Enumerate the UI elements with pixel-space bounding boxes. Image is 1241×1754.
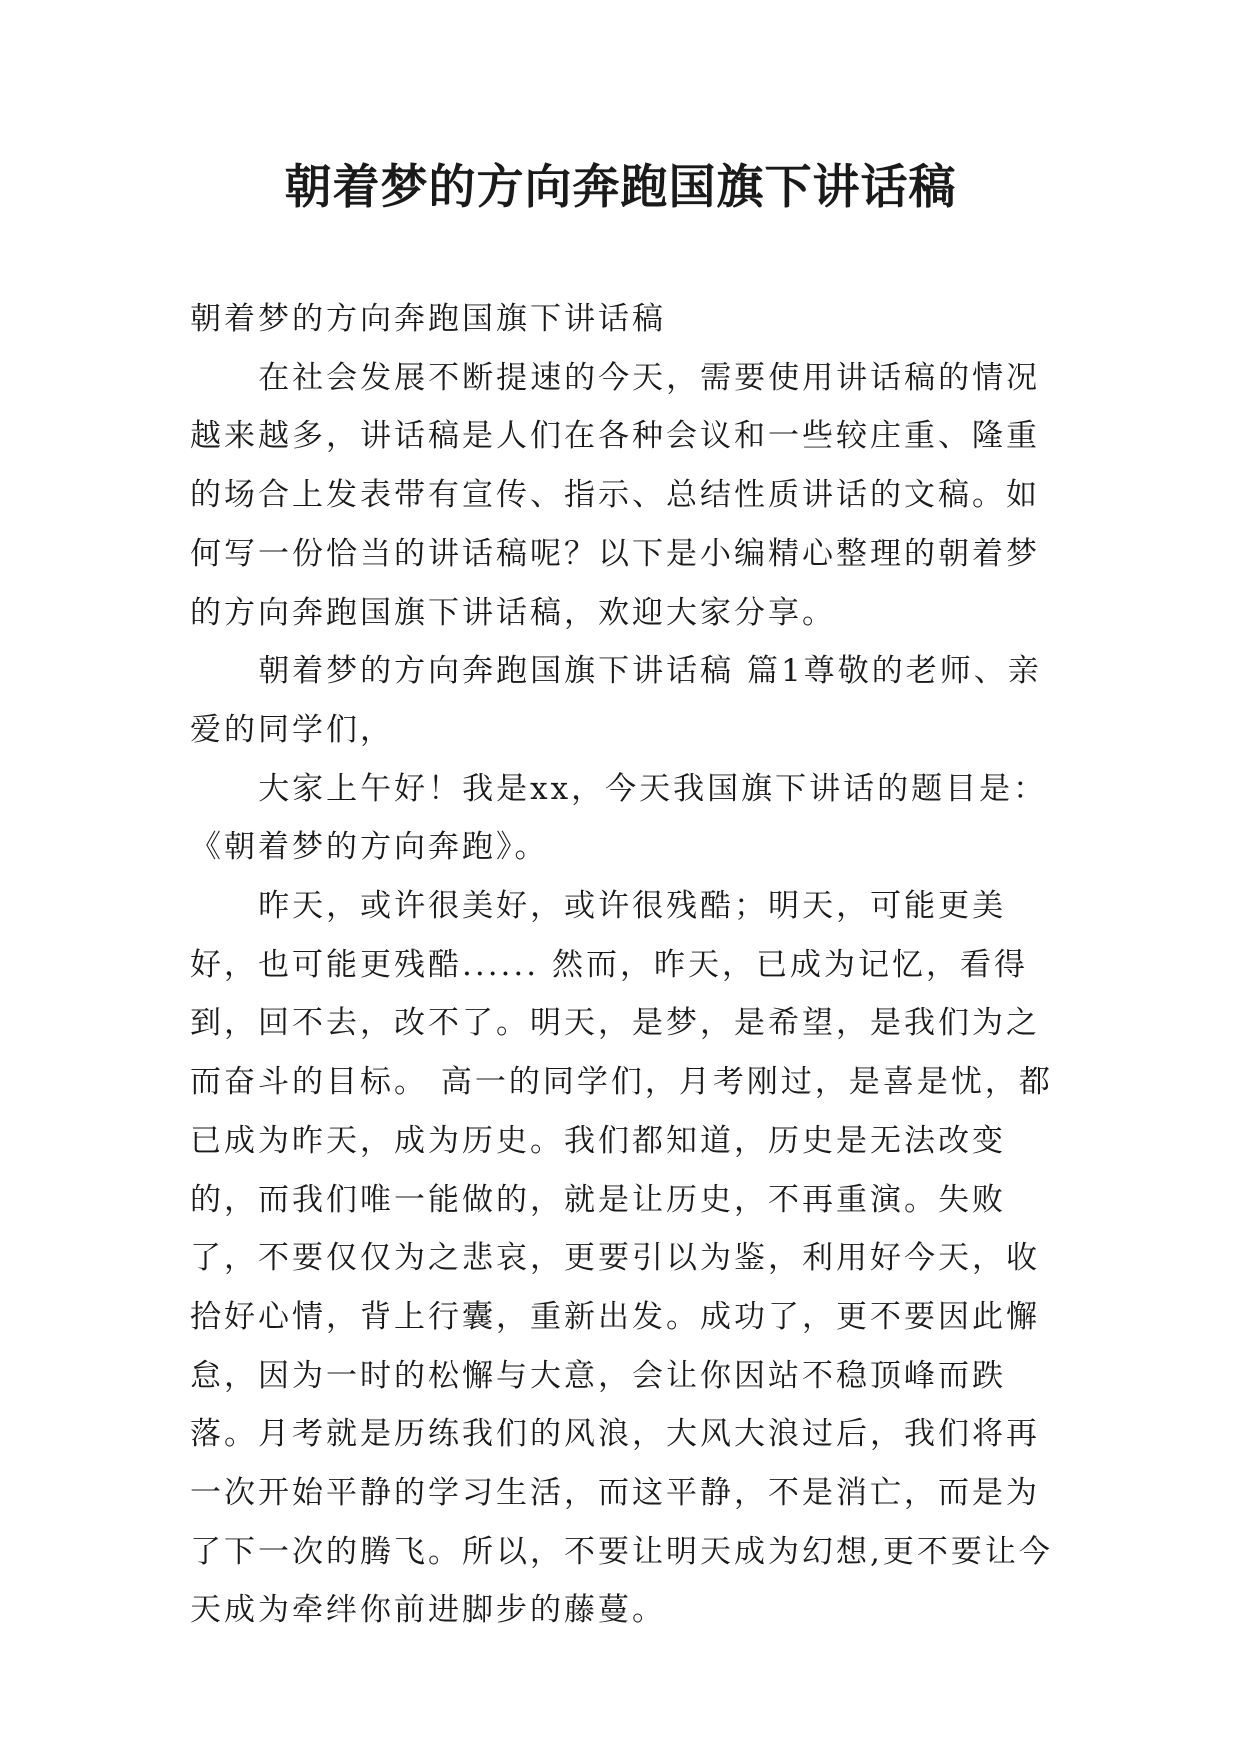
document-title: 朝着梦的方向奔跑国旗下讲话稿 (284, 160, 957, 215)
intro-paragraph: 在社会发展不断提速的今天，需要使用讲话稿的情况越来越多，讲话稿是人们在各种会议和一些较庄重、隆重的场合上发表带有宣传、指示、总结性质讲话的文稿。如何写一份恰当的讲话稿呢？以下是小编精心整理的朝着梦的方向奔跑国旗下讲话稿，欢迎大家分享。 (190, 359, 1041, 631)
topic-paragraph: 大家上午好！我是xx，今天我国旗下讲话的题目是：《朝着梦的方向奔跑》。 (190, 770, 1048, 866)
greeting-paragraph: 朝着梦的方向奔跑国旗下讲话稿 篇1尊敬的老师、亲爱的同学们， (190, 653, 1042, 748)
body-paragraph: 昨天，或许很美好，或许很残酷；明天，可能更美好，也可能更残酷...... 然而，昨天，已成为记忆，看得到，回不去，改不了。明天，是梦，是希望，是我们为之而奋斗的目标。 高一的同学们，月考刚过，是喜是忧，都已成为昨天，成为历史。我们都知道，历史是无法改变的，而我们唯一能做的，就是让历史，不再重演。失败了，不要仅仅为之悲哀，更要引以为鉴，利用好今天，收拾好心情，背上行囊，重新出发。成功了，更不要因此懈怠，因为一时的松懈与大意，会让你因站不稳顶峰而跌落。月考就是历练我们的风浪，大风大浪过后，我们将再一次开始平静的学习生活，而这平静，不是消亡，而是为了下一次的腾飞。所以，不要让明天成为幻想,更不要让今天成为牵绊你前进脚步的藤蔓。 (190, 888, 1053, 1629)
subtitle-paragraph: 朝着梦的方向奔跑国旗下讲话稿 (190, 301, 666, 337)
document-body (190, 290, 1060, 1640)
